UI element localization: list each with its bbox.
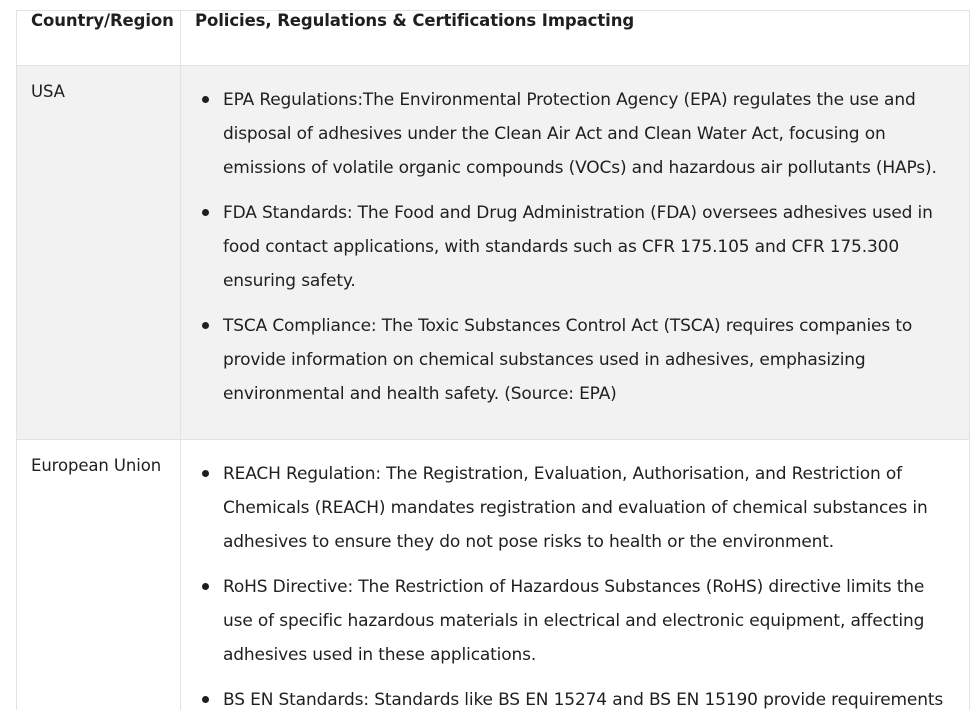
policy-item-text: RoHS Directive: The Restriction of Hazardous Substances (RoHS) directive limits the use of specific hazardous materials in electrical and electronic equipment, affecting adhesives used in these applications. bbox=[223, 577, 925, 665]
bullet-icon bbox=[202, 696, 209, 703]
bullet-icon bbox=[202, 583, 209, 590]
policy-item-text: EPA Regulations:The Environmental Protection Agency (EPA) regulates the use and disposal of adhesives under the Clean Air Act and Clean Water Act, focusing on emissions of volatile organic compounds (VOCs) and hazardous air pollutants (HAPs). bbox=[223, 90, 937, 178]
policy-item-text: REACH Regulation: The Registration, Evaluation, Authorisation, and Restriction of Chemicals (REACH) mandates registration and evaluation of chemical substances in adhesives to ensure they do not pose risks to health or the environment. bbox=[223, 464, 928, 552]
table-row-usa bbox=[17, 66, 970, 440]
policy-item bbox=[223, 570, 949, 672]
policy-item bbox=[223, 196, 949, 298]
policies-cell bbox=[181, 66, 970, 440]
country-cell: USA bbox=[17, 66, 181, 440]
bullet-icon bbox=[202, 209, 209, 216]
policy-list bbox=[195, 457, 949, 710]
country-cell: European Union bbox=[17, 440, 181, 710]
bullet-icon bbox=[202, 322, 209, 329]
regulations-table bbox=[16, 10, 970, 710]
policy-item bbox=[223, 457, 949, 559]
header-row bbox=[17, 11, 970, 66]
policy-item bbox=[223, 683, 949, 710]
policy-item bbox=[223, 309, 949, 411]
bullet-icon bbox=[202, 96, 209, 103]
table-body bbox=[17, 66, 970, 710]
policy-item-text: FDA Standards: The Food and Drug Administration (FDA) oversees adhesives used in food contact applications, with standards such as CFR 175.105 and CFR 175.300 ensuring safety. bbox=[223, 203, 933, 291]
column-header-policies: Policies, Regulations & Certifications Impacting bbox=[181, 11, 970, 66]
bullet-icon bbox=[202, 470, 209, 477]
policy-item-text: BS EN Standards: Standards like BS EN 15274 and BS EN 15190 provide requirements bbox=[223, 690, 944, 710]
policy-item-text: TSCA Compliance: The Toxic Substances Control Act (TSCA) requires companies to provide information on chemical substances used in adhesives, emphasizing environmental and health safety. (Source: EPA) bbox=[223, 316, 913, 404]
policies-cell bbox=[181, 440, 970, 710]
policy-item bbox=[223, 83, 949, 185]
column-header-country: Country/Region bbox=[17, 11, 181, 66]
table-row-european-union bbox=[17, 440, 970, 710]
policy-list bbox=[195, 83, 949, 411]
table-header bbox=[17, 11, 970, 66]
